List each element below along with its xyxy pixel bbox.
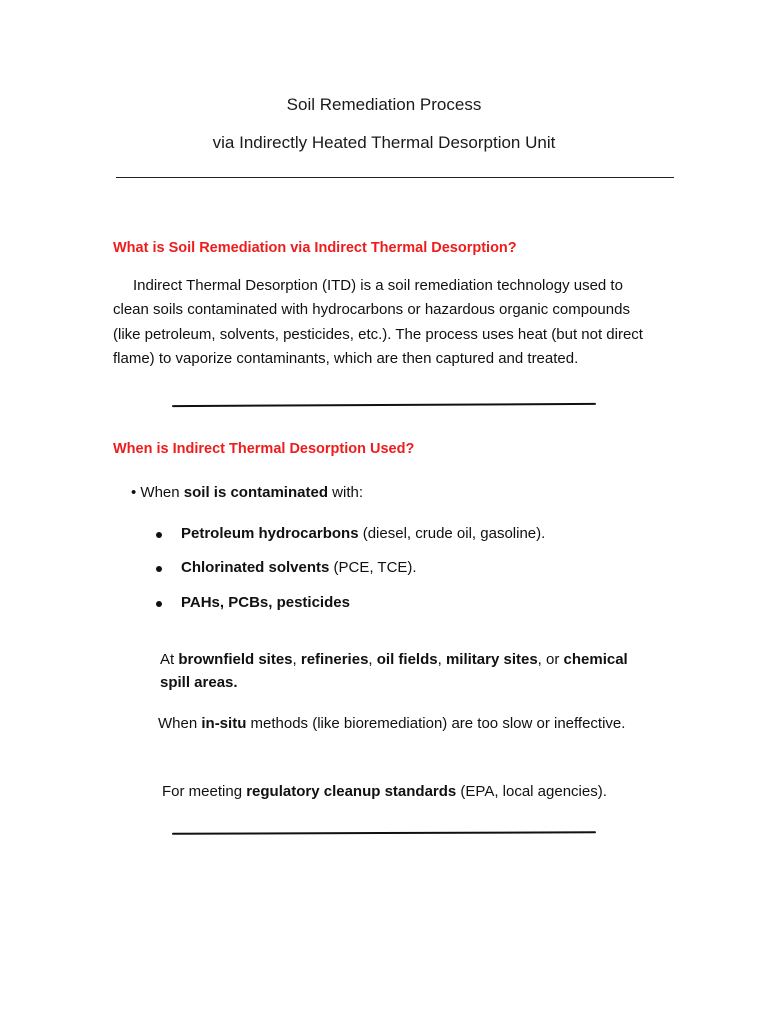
in-situ-line — [158, 712, 628, 735]
sites-bold: brownfield sites — [178, 651, 293, 668]
sites-line — [160, 648, 660, 694]
title-divider — [116, 177, 674, 178]
in-situ-prefix: When — [158, 715, 202, 732]
when-prefix: • When — [131, 484, 184, 501]
sites-text: At — [160, 651, 179, 668]
section-divider — [172, 403, 596, 407]
sites-text: , — [437, 651, 446, 668]
in-situ-bold: in-situ — [201, 715, 247, 732]
document-subtitle: via Indirectly Heated Thermal Desorption Unit — [212, 133, 556, 152]
list-item-bold: PAHs, PCBs, pesticides — [181, 594, 350, 611]
list-item-text — [181, 525, 545, 542]
sites-bold: oil fields — [376, 651, 438, 668]
document-title: Soil Remediation Process — [286, 95, 482, 114]
list-item-rest: (PCE, TCE). — [329, 559, 417, 576]
bullet-icon — [156, 566, 162, 572]
sites-bold: military sites — [445, 651, 538, 668]
bullet-icon — [156, 532, 162, 538]
regulatory-prefix: For meeting — [162, 783, 247, 800]
sites-text: , or — [537, 651, 564, 668]
list-item-text — [181, 559, 417, 576]
list-item-text — [181, 594, 350, 611]
when-contaminated-line — [131, 481, 363, 504]
regulatory-line — [162, 780, 662, 803]
section-divider — [172, 831, 596, 834]
paragraph-text: Indirect Thermal Desorption (ITD) is a soil remediation technology used to clean soils contaminated with hydrocarbons or hazardous organic compounds (like petroleum, solvents, pesticides, etc.). The process uses heat (but not direct flame) to vaporize contaminants, which are then captured and treated. — [113, 277, 643, 367]
when-suffix: with: — [327, 484, 363, 501]
sites-text: , — [292, 651, 301, 668]
sites-text: , — [368, 651, 377, 668]
when-bold: soil is contaminated — [183, 484, 328, 501]
section-heading-when: When is Indirect Thermal Desorption Used? — [113, 441, 415, 457]
in-situ-suffix: methods (like bioremediation) are too slow or ineffective. — [246, 715, 626, 732]
list-item-bold: Chlorinated solvents — [181, 559, 330, 576]
list-item-rest: (diesel, crude oil, gasoline). — [358, 525, 546, 542]
sites-bold: chemical spill areas. — [160, 651, 628, 691]
section-heading-what: What is Soil Remediation via Indirect Thermal Desorption? — [113, 240, 517, 256]
regulatory-bold: regulatory cleanup standards — [246, 783, 457, 800]
list-item-bold: Petroleum hydrocarbons — [181, 525, 359, 542]
section-paragraph-what — [113, 274, 653, 371]
regulatory-suffix: (EPA, local agencies). — [456, 783, 607, 800]
bullet-icon — [156, 601, 162, 607]
sites-bold: refineries — [300, 651, 369, 668]
